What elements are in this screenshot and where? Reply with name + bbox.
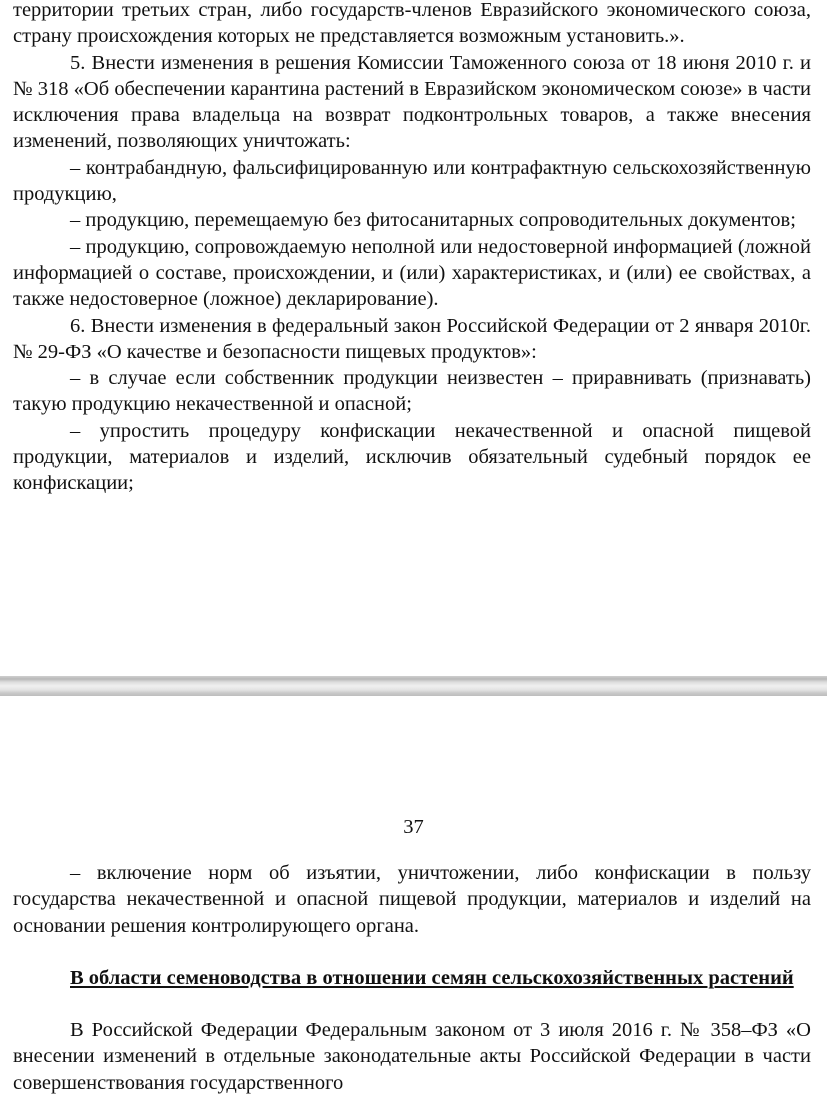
list-item: – упростить процедуру конфискации некачественной и опасной пищевой продукции, материалов и изделий, исключив обязательный судебный порядок ее конфискации; [13, 419, 811, 495]
list-item: – включение норм об изъятии, уничтожении, либо конфискации в пользу государства некачественной и опасной пищевой продукции, материалов и изделий на основании решения контролирующего органа. [13, 862, 811, 937]
page-number: 37 [403, 816, 424, 838]
paragraph: 5. Внести изменения в решения Комиссии Таможенного союза от 18 июня 2010 г. и № 318 «Об обеспечении карантина растений в Евразийском экономическом союзе» в части исключения права владельца на возврат подконтрольных товаров, а также внесения изменений, позволяющих уничтожать: [13, 51, 811, 153]
paragraph: 6. Внести изменения в федеральный закон Российской Федерации от 2 января 2010г. № 29-ФЗ «О качестве и безопасности пищевых продуктов»: [13, 314, 811, 363]
paragraph: территории третьих стран, либо государств-членов Евразийского экономического союза, страну происхождения которых не представляется возможным установить.». [13, 0, 811, 48]
section-heading: В области семеноводства в отношении семян сельскохозяйственных растений [70, 966, 794, 989]
page-bottom-text [13, 860, 811, 1096]
list-item: – контрабандную, фальсифицированную или контрафактную сельскохозяйственную продукцию, [13, 156, 811, 206]
page-separator [0, 676, 827, 696]
list-item: – продукцию, перемещаемую без фитосанитарных сопроводительных документов; [70, 209, 796, 232]
list-item: – в случае если собственник продукции неизвестен – приравнивать (признавать) такую продукцию некачественной и опасной; [13, 367, 811, 416]
paragraph: В Российской Федерации Федеральным законом от 3 июля 2016 г. № 358–ФЗ «О внесении изменений в отдельные законодательные акты Российской Федерации в части совершенствования государственного [13, 1019, 811, 1094]
list-item: – продукцию, сопровождаемую неполной или недостоверной информацией (ложной информацией о составе, происхождении, и (или) характеристиках, и (или) ее свойствах, а также недостоверное (ложное) декларирование). [13, 235, 811, 311]
page-top-text [13, 0, 811, 497]
